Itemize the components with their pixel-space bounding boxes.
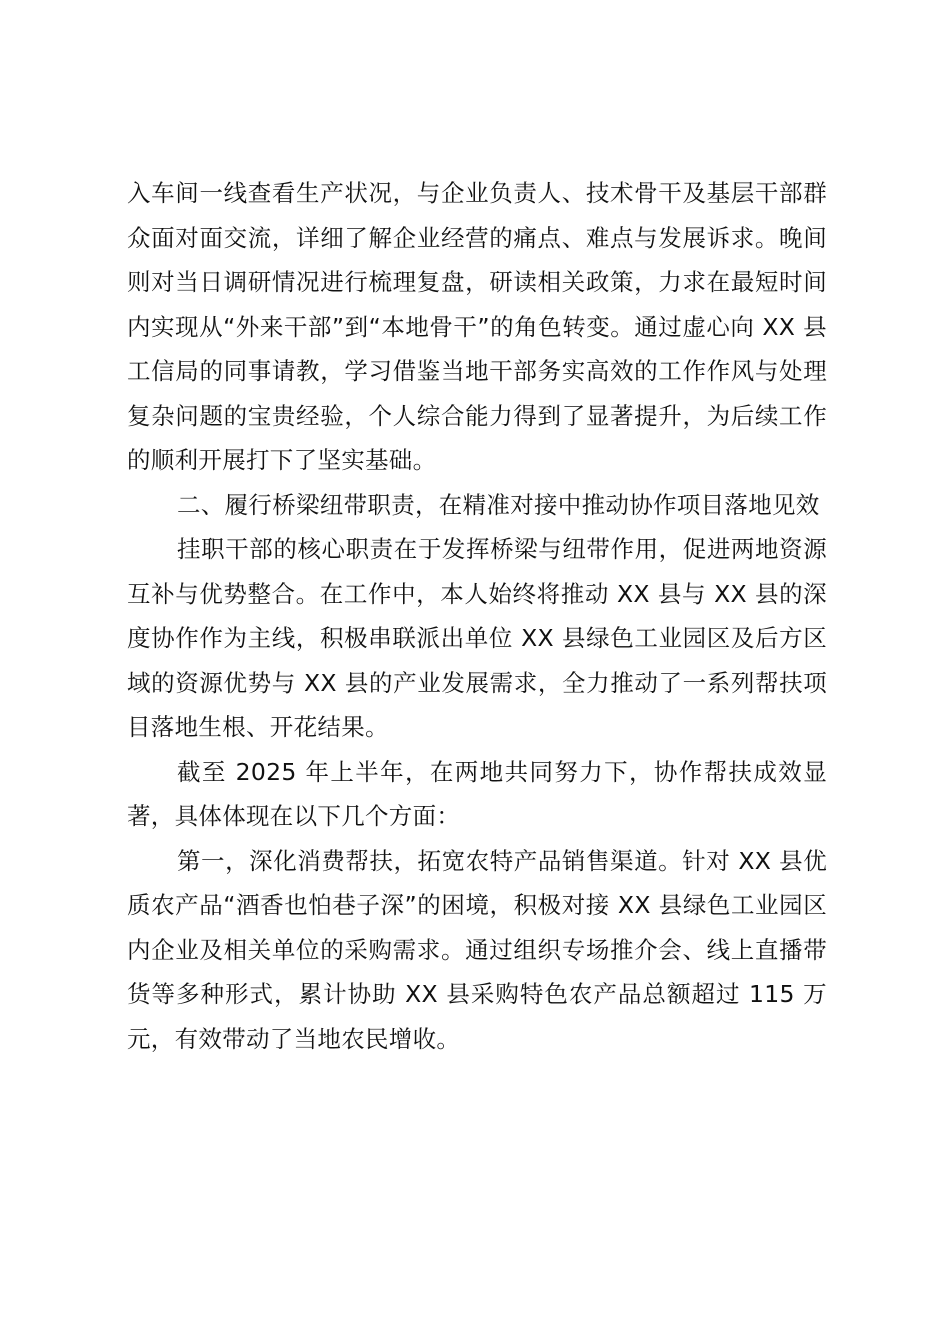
paragraph-results-intro: 截至 2025 年上半年，在两地共同努力下，协作帮扶成效显著，具体体现在以下几个方面：	[127, 757, 827, 830]
paragraph-continuation: 入车间一线查看生产状况，与企业负责人、技术骨干及基层干部群众面对面交流，详细了解企业经营的痛点、难点与发展诉求。晚间则对当日调研情况进行梳理复盘，研读相关政策，力求在最短时间内实现从“外来干部”到“本地骨干”的角色转变。通过虚心向 XX 县工信局的同事请教，学习借鉴当地干部务实高效的工作作风与处理复杂问题的宝贵经验，个人综合能力得到了显著提升，为后续工作的顺利开展打下了坚实基础。	[127, 179, 827, 474]
section-heading: 二、履行桥梁纽带职责，在精准对接中推动协作项目落地见效	[177, 490, 820, 519]
paragraph-consumption-assistance: 第一，深化消费帮扶，拓宽农特产品销售渠道。针对 XX 县优质农产品“酒香也怕巷子深”的困境，积极对接 XX 县绿色工业园区内企业及相关单位的采购需求。通过组织专场推介会、线上直播带货等多种形式，累计协助 XX 县采购特色农产品总额超过 115 万元，有效带动了当地农民增收。	[127, 846, 827, 1053]
paragraph-bridge-role: 挂职干部的核心职责在于发挥桥梁与纽带作用，促进两地资源互补与优势整合。在工作中，本人始终将推动 XX 县与 XX 县的深度协作作为主线，积极串联派出单位 XX 县绿色工业园区及后方区域的资源优势与 XX 县的产业发展需求，全力推动了一系列帮扶项目落地生根、开花结果。	[127, 535, 827, 741]
document-body	[127, 171, 827, 1061]
